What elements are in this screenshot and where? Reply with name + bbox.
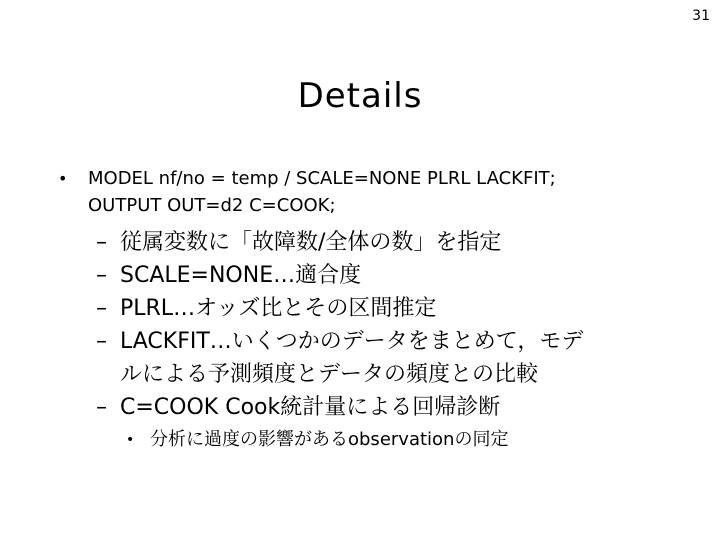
slide-title: Details — [297, 76, 423, 116]
sub-item-text-line-2: ルによる予測頻度とデータの頻度との比較 — [120, 362, 539, 387]
code-line-output: OUTPUT OUT=d2 C=COOK; — [88, 195, 336, 216]
bullet-marker: • — [58, 169, 68, 188]
bullet-marker: • — [126, 432, 135, 448]
dash-marker: – — [96, 395, 107, 420]
main-bullet-text — [88, 165, 678, 219]
sub-item-text: PLRL…オッズ比とその区間推定 — [120, 296, 437, 321]
sub-item-lackfit — [96, 325, 696, 391]
main-bullet — [58, 165, 678, 219]
dash-marker: – — [96, 230, 107, 255]
sub-item-scale — [96, 259, 696, 292]
sub-sub-item-text: 分析に過度の影響があるobservationの同定 — [150, 429, 509, 450]
slide-number: 31 — [692, 8, 710, 24]
sub-sub-item-observation — [126, 424, 696, 456]
sub-item-text: SCALE=NONE…適合度 — [120, 263, 362, 288]
sub-item-text: 従属変数に「故障数/全体の数」を指定 — [120, 230, 502, 255]
code-line-model: MODEL nf/no = temp / SCALE=NONE PLRL LACKFIT; — [88, 168, 556, 189]
sub-bullet-list — [96, 226, 696, 456]
sub-item-text: C=COOK Cook統計量による回帰診断 — [120, 395, 501, 420]
sub-item-plrl — [96, 292, 696, 325]
dash-marker: – — [96, 296, 107, 321]
dash-marker: – — [96, 263, 107, 288]
sub-item-dependent-variable — [96, 226, 696, 259]
sub-item-text-line-1: LACKFIT…いくつかのデータをまとめて，モデ — [120, 329, 584, 354]
sub-item-cook — [96, 391, 696, 424]
dash-marker: – — [96, 329, 107, 354]
